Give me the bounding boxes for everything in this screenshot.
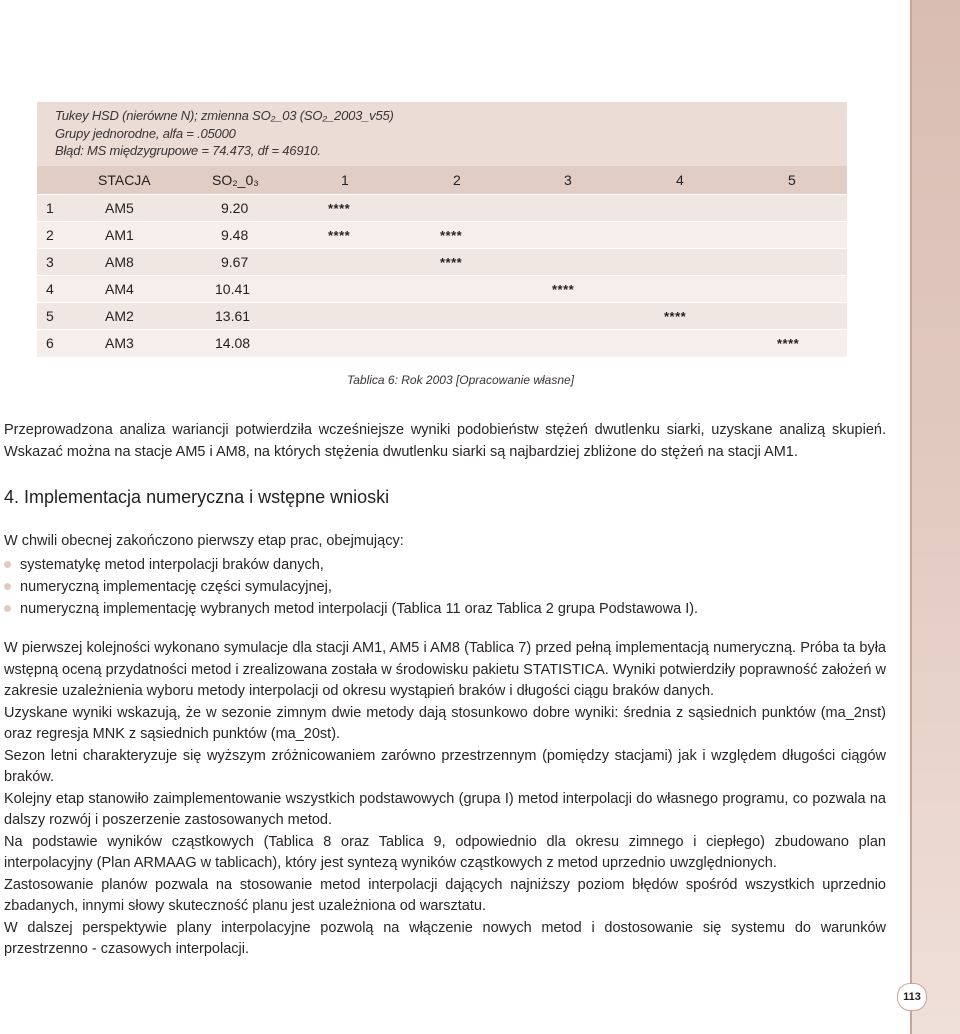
bullet-dot-icon (4, 561, 11, 568)
list-item (4, 576, 884, 598)
section-title: 4. Implementacja numeryczna i wstępne wnioski (4, 487, 390, 507)
header-so2: SO₂_0₃ (212, 172, 259, 188)
row-group-2-mark: **** (440, 255, 463, 270)
list-item (4, 598, 884, 620)
row-group-2-mark: **** (440, 228, 463, 243)
row-value: 13.61 (215, 308, 251, 324)
table-row (37, 248, 847, 276)
header-station: STACJA (98, 172, 151, 188)
row-group-3-mark: **** (552, 282, 575, 297)
paragraph: Zastosowanie planów pozwala na stosowanie metod interpolacji dających najniższy poziom błędów spośród wszystkich uprzednio zbadanych, innymi słowy skuteczność planu jest uzależniona od warsztatu. (4, 876, 886, 914)
list-item-text: numeryczną implementację wybranych metod interpolacji (Tablica 11 oraz Tablica 2 grupa Podstawowa I). (20, 601, 699, 617)
list-item (4, 554, 884, 576)
row-number: 2 (46, 227, 54, 243)
row-station: AM1 (105, 227, 134, 243)
row-group-1-mark: **** (328, 201, 351, 216)
header-group-3: 3 (564, 172, 572, 188)
paragraph: W pierwszej kolejności wykonano symulacje dla stacji AM1, AM5 i AM8 (Tablica 7) przed pełną implementacją numeryczną. Próba ta była wstępną oceną przydatności metod i zrealizowana została w środowisku pakietu STATISTICA. Wyniki potwierdziły poprawność założeń w zakresie uzależnienia wyboru metody interpolacji od okresu wystąpień braków i długości ciągu braków danych. (4, 640, 886, 699)
bullet-list (4, 554, 884, 620)
table-meta-line-2: Grupy jednorodne, alfa = .05000 (55, 126, 236, 141)
bullet-dot-icon (4, 605, 11, 612)
table-meta-block (37, 102, 847, 166)
tukey-table (37, 102, 847, 356)
row-station: AM5 (105, 200, 134, 216)
table-header-row (37, 166, 847, 194)
table-row (37, 329, 847, 357)
row-number: 3 (46, 254, 54, 270)
table-row (37, 221, 847, 249)
page-edge-band (910, 0, 960, 1034)
row-number: 6 (46, 335, 54, 351)
header-group-4: 4 (676, 172, 684, 188)
row-station: AM8 (105, 254, 134, 270)
row-value: 9.48 (221, 227, 249, 243)
row-number: 4 (46, 281, 54, 297)
row-group-1-mark: **** (328, 228, 351, 243)
body-text (4, 638, 886, 961)
row-station: AM3 (105, 335, 134, 351)
list-intro: W chwili obecnej zakończono pierwszy etap prac, obejmujący: (4, 533, 404, 549)
bullet-dot-icon (4, 583, 11, 590)
row-station: AM4 (105, 281, 134, 297)
table-row (37, 275, 847, 303)
row-value: 9.20 (221, 200, 249, 216)
header-group-5: 5 (788, 172, 796, 188)
table-row (37, 302, 847, 330)
row-value: 14.08 (215, 335, 251, 351)
table-row (37, 194, 847, 222)
intro-paragraph: Przeprowadzona analiza wariancji potwierdziła wcześniejsze wyniki podobieństw stężeń dwutlenku siarki, uzyskane analizą skupień. Wskazać można na stacje AM5 i AM8, na których stężenia dwutlenku siarki są najbardziej zbliżone do stężeń na stacji AM1. (4, 422, 886, 460)
table-meta-line-1: Tukey HSD (nierówne N); zmienna SO₂_03 (SO₂_2003_v55) (55, 108, 394, 123)
row-group-4-mark: **** (664, 309, 687, 324)
header-group-1: 1 (341, 172, 349, 188)
paragraph: Na podstawie wyników cząstkowych (Tablica 8 oraz Tablica 9, odpowiednio dla okresu zimnego i ciepłego) zbudowano plan interpolacyjny (Plan ARMAAG w tablicach), który jest syntezą wyników cząstkowych z metod uprzednio uwzględnionych. (4, 833, 886, 871)
row-value: 9.67 (221, 254, 249, 270)
page-number: 113 (897, 983, 927, 1011)
row-number: 5 (46, 308, 54, 324)
row-number: 1 (46, 200, 54, 216)
row-value: 10.41 (215, 281, 251, 297)
row-station: AM2 (105, 308, 134, 324)
table-caption: Tablica 6: Rok 2003 [Opracowanie własne] (347, 373, 575, 387)
list-item-text: numeryczną implementację części symulacyjnej, (20, 579, 332, 595)
paragraph: Uzyskane wyniki wskazują, że w sezonie zimnym dwie metody dają stosunkowo dobre wyniki: średnia z sąsiednich punktów (ma_2nst) oraz regresja MNK z sąsiednich punktów (ma_20st). (4, 704, 886, 742)
paragraph: Sezon letni charakteryzuje się wyższym zróżnicowaniem zarówno przestrzennym (pomiędzy stacjami) jak i względem długości ciągów braków. (4, 747, 886, 785)
list-item-text: systematykę metod interpolacji braków danych, (20, 557, 324, 573)
row-group-5-mark: **** (777, 336, 800, 351)
paragraph: Kolejny etap stanowiło zaimplementowanie wszystkich podstawowych (grupa I) metod interpolacji do własnego programu, co pozwala na dalszy rozwój i poszerzenie zastosowanych metod. (4, 790, 886, 828)
table-meta-line-3: Błąd: MS międzygrupowe = 74.473, df = 46910. (55, 143, 321, 158)
paragraph: W dalszej perspektywie plany interpolacyjne pozwolą na włączenie nowych metod i dostosowanie się systemu do warunków przestrzenno - czasowych interpolacji. (4, 919, 886, 957)
header-group-2: 2 (453, 172, 461, 188)
